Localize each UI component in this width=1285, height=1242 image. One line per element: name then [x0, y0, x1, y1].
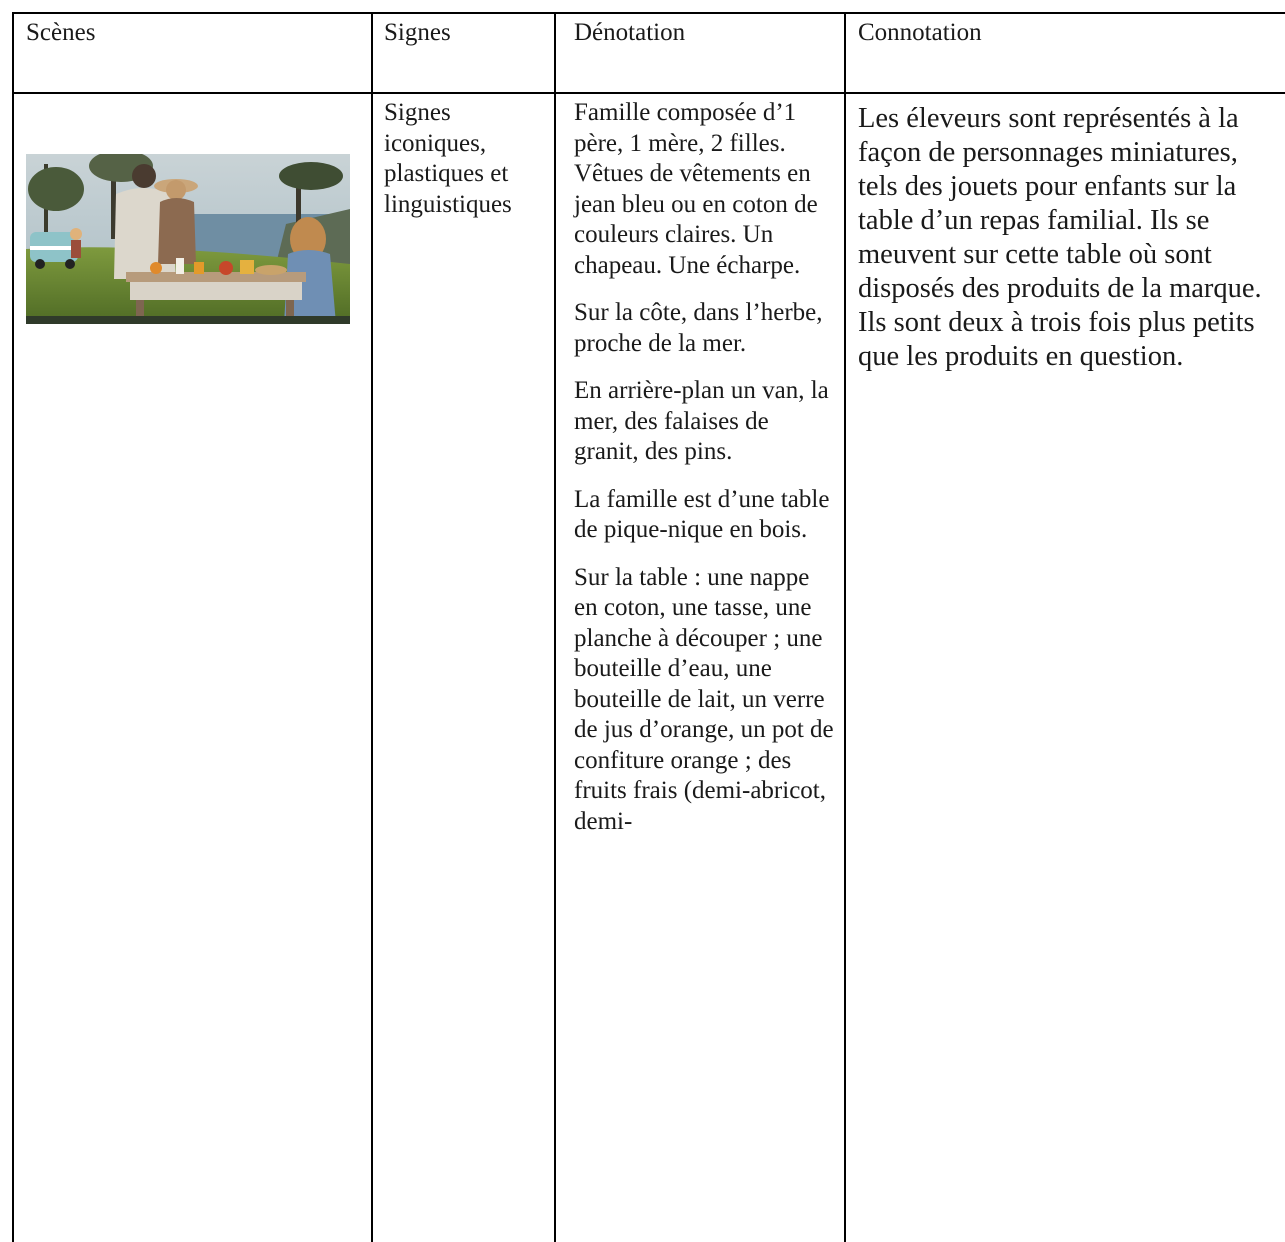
column-divider: [371, 12, 373, 1242]
header-denotation: Dénotation: [574, 19, 686, 46]
denotation-paragraph: Famille composée d’1 père, 1 mère, 2 filles. Vêtues de vêtements en jean bleu ou en coton de couleurs claires. Un chapeau. Une écharpe.: [574, 99, 818, 279]
denotation-paragraph: La famille est d’une table de pique-nique en bois.: [574, 485, 830, 543]
scene-picnic-image: [26, 154, 350, 324]
scene-photo: [26, 154, 350, 324]
header-row-divider: [12, 92, 1285, 94]
header-scenes: Scènes: [26, 19, 96, 46]
header-connotation: Connotation: [858, 19, 982, 46]
signes-cell: Signes iconiques, plastiques et linguistiques: [384, 99, 512, 218]
denotation-paragraph: Sur la côte, dans l’herbe, proche de la mer.: [574, 299, 823, 357]
table-border-left: [12, 12, 14, 1242]
denotation-cell: [574, 98, 836, 854]
header-signes: Signes: [384, 19, 451, 46]
denotation-paragraph: En arrière-plan un van, la mer, des falaises de granit, des pins.: [574, 377, 829, 465]
column-divider: [844, 12, 846, 1242]
column-divider: [554, 12, 556, 1242]
denotation-paragraph: Sur la table : une nappe en coton, une tasse, une planche à découper ; une bouteille d’eau, une bouteille de lait, un verre de jus d’orange, un pot de confiture orange ; des fruits frais (demi-abricot, demi-: [574, 563, 834, 835]
connotation-cell: Les éleveurs sont représentés à la façon de personnages miniatures, tels des jouets pour enfants sur la table d’un repas familial. Ils se meuvent sur cette table où sont disposés des produits de la marque. Ils sont deux à trois fois plus petits que les produits en question.: [858, 103, 1262, 372]
analysis-table: [12, 12, 1285, 1242]
table-border-top: [12, 12, 1285, 14]
